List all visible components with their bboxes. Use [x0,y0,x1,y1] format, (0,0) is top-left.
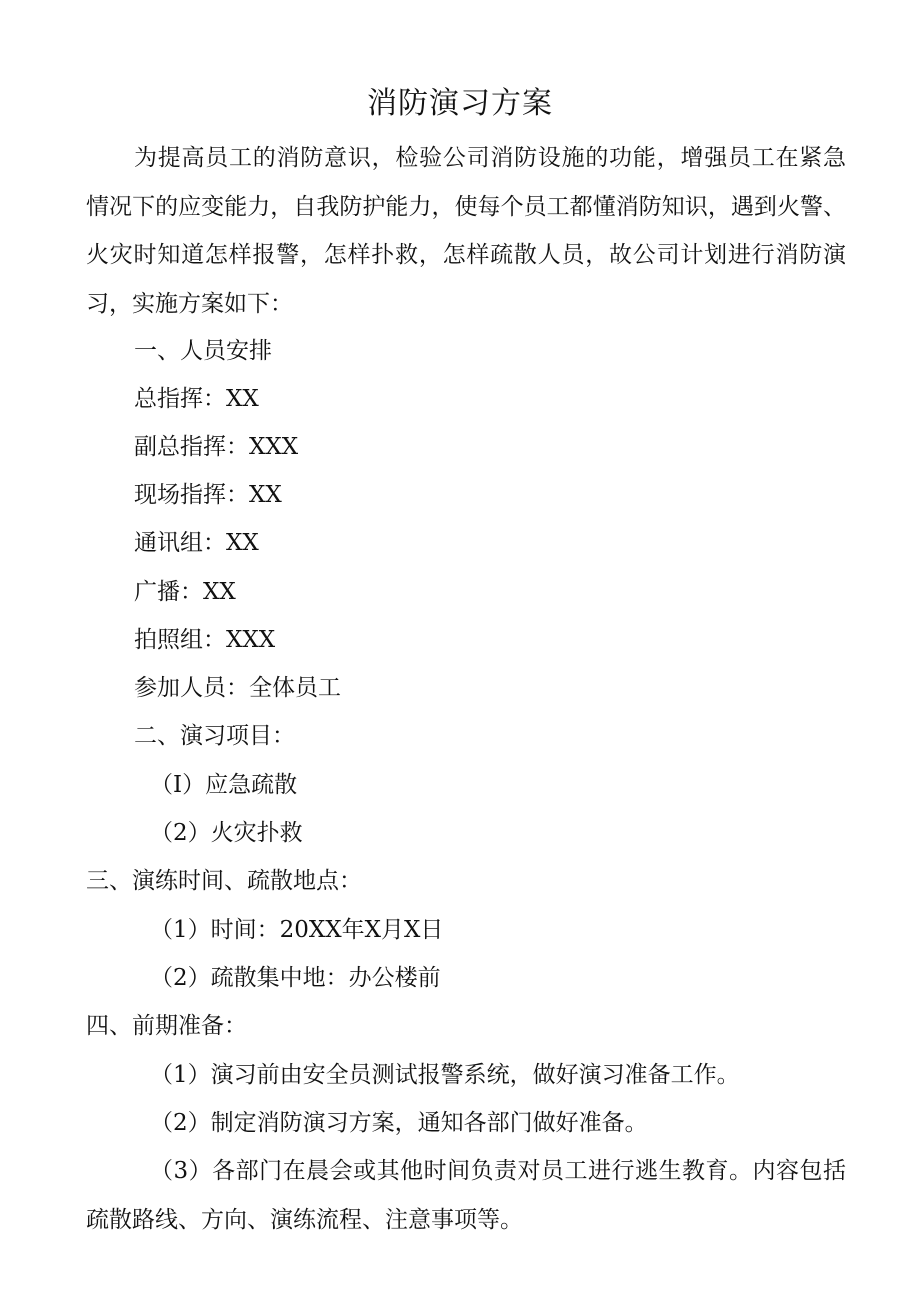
prep-item-plan-notice: （2）制定消防演习方案，通知各部门做好准备。 [150,1110,648,1136]
drill-item-evacuation: （I）应急疏散 [150,772,298,798]
personnel-item-communication-group: 通讯组：XX [134,530,259,556]
personnel-item-broadcast: 广播：XX [134,579,236,605]
section-3-heading: 三、演练时间、疏散地点： [86,868,362,894]
section-1-heading: 一、人员安排 [134,338,272,364]
drill-item-firefighting: （2）火灾扑救 [150,820,303,846]
section-4-heading: 四、前期准备： [86,1013,247,1039]
prep-item-education: （3）各部门在晨会或其他时间负责对员工进行逃生教育。内容包括疏散路线、方向、演练流程、注意事项等。 [86,1158,846,1233]
document-title: 消防演习方案 [367,86,553,121]
prep-item-alarm-test: （1）演习前由安全员测试报警系统，做好演习准备工作。 [150,1062,740,1088]
personnel-item-participants: 参加人员：全体员工 [134,675,341,701]
personnel-item-commander: 总指挥：XX [134,386,259,412]
section-2-heading: 二、演习项目： [134,723,295,749]
personnel-item-photo-group: 拍照组：XXX [134,627,276,653]
intro-paragraph: 为提高员工的消防意识，检验公司消防设施的功能，增强员工在紧急情况下的应变能力，自我防护能力，使每个员工都懂消防知识，遇到火警、火灾时知道怎样报警，怎样扑救，怎样疏散人员，故公司计划进行消防演习，实施方案如下： [86,145,846,317]
personnel-item-site-commander: 现场指挥：XX [134,482,282,508]
schedule-item-assembly-point: （2）疏散集中地：办公楼前 [150,965,441,991]
schedule-item-time: （1）时间：20XX年X月X日 [150,917,444,943]
personnel-item-deputy-commander: 副总指挥：XXX [134,434,299,460]
